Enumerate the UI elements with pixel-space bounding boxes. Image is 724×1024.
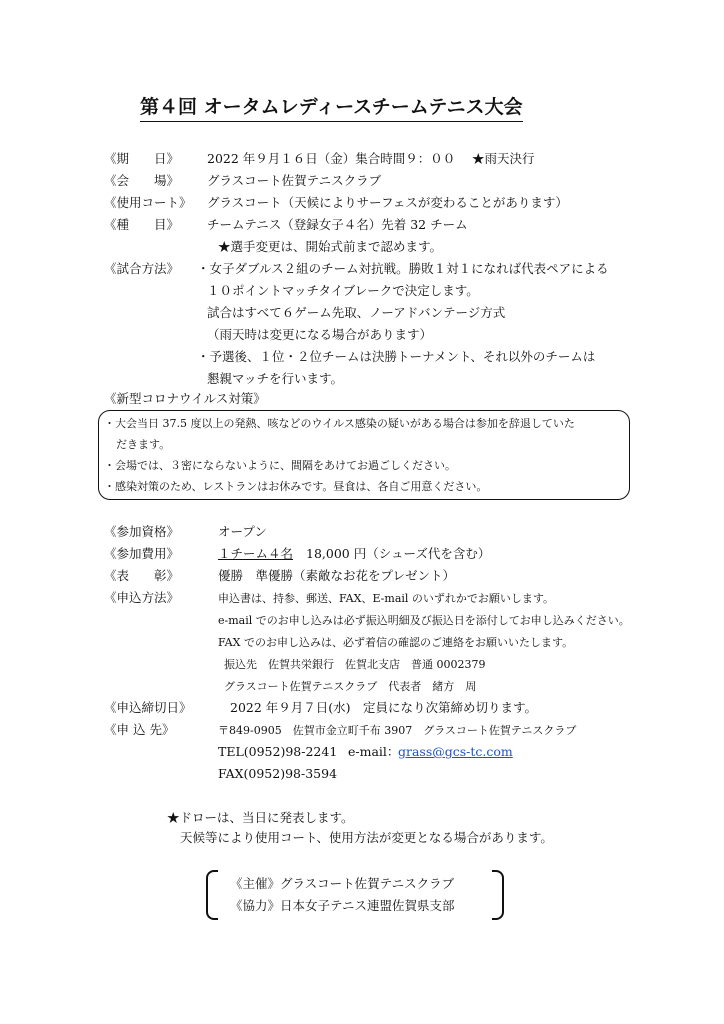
award-label: 《表 彰》 <box>104 568 180 583</box>
draw-note: ★ドローは、当日に発表します。 <box>167 810 354 825</box>
method-line: １０ポイントマッチタイブレークで決定します。 <box>207 283 479 298</box>
account-holder: グラスコート佐賀テニスクラブ 代表者 緒方 周 <box>224 680 477 693</box>
covid-line: ・会場では、３密にならないように、間隔をあけてお過ごしください。 <box>104 459 456 472</box>
method-line: （雨天時は変更になる場合があります） <box>207 327 433 342</box>
qualification-value: オープン <box>218 524 267 539</box>
method-line: 試合はすべて６ゲーム先取、ノーアドバンテージ方式 <box>207 305 506 320</box>
court-value: グラスコート（天候によりサーフェスが変わることがあります） <box>207 195 568 210</box>
page-title: 第４回 オータムレディースチームテニス大会 <box>140 92 523 122</box>
award-value: 優勝 準優勝（素敵なお花をプレゼント） <box>218 568 456 583</box>
rain-note: ★雨天決行 <box>472 151 535 166</box>
fee-team: １チーム４名 <box>218 546 294 561</box>
deadline-label: 《申込締切日》 <box>104 700 192 715</box>
covid-line: ・大会当日 37.5 度以上の発熱、咳などのウイルス感染の疑いがある場合は参加を辞退していた <box>104 417 575 430</box>
venue-label: 《会 場》 <box>104 173 180 188</box>
email-link[interactable]: grass@gcs-tc.com <box>398 744 513 759</box>
date-label: 《期 日》 <box>104 151 180 166</box>
date-value: 2022 年９月１６日（金）集合時間９：００ <box>207 151 456 166</box>
event-value: チームテニス（登録女子４名）先着 32 チーム <box>207 217 468 232</box>
support-organizer: 《協力》日本女子テニス連盟佐賀県支部 <box>230 898 455 913</box>
fee-label: 《参加費用》 <box>104 546 180 561</box>
event-note: ★選手変更は、開始式前まで認めます。 <box>218 239 443 254</box>
qualification-label: 《参加資格》 <box>104 524 180 539</box>
apply-line: e-mail でのお申し込みは必ず振込明細及び振込日を添付してお申し込みください。 <box>218 614 630 627</box>
event-label: 《種 目》 <box>104 217 180 232</box>
court-label: 《使用コート》 <box>104 195 192 210</box>
fee-value: 18,000 円（シューズ代を含む） <box>306 546 491 561</box>
destination-label: 《申 込 先》 <box>104 722 175 737</box>
venue-value: グラスコート佐賀テニスクラブ <box>207 173 382 188</box>
method-line: 懇親マッチを行います。 <box>207 371 344 386</box>
weather-note: 天候等により使用コート、使用方法が変更となる場合があります。 <box>180 830 553 845</box>
apply-line: FAX でのお申し込みは、必ず着信の確認のご連絡をお願いいたします。 <box>218 636 574 649</box>
covid-line: ・感染対策のため、レストランはお休みです。昼食は、各自ご用意ください。 <box>104 480 488 493</box>
apply-line: 申込書は、持参、郵送、FAX、E-mail のいずれかでお願いします。 <box>218 592 555 605</box>
fax-number: FAX(0952)98-3594 <box>218 766 338 781</box>
tel-number: TEL(0952)98-2241 <box>218 744 338 759</box>
apply-label: 《申込方法》 <box>104 590 180 605</box>
left-bracket <box>206 870 218 920</box>
destination-address: 〒849-0905 佐賀市金立町千布 3907 グラスコート佐賀テニスクラブ <box>218 724 577 737</box>
method-label: 《試合方法》 <box>104 261 180 276</box>
host-organizer: 《主催》グラスコート佐賀テニスクラブ <box>230 876 455 891</box>
covid-line: だきます。 <box>116 438 171 451</box>
right-bracket <box>492 870 504 920</box>
email-label: e-mail： <box>348 744 400 759</box>
deadline-value: 2022 年９月７日(水) 定員になり次第締め切ります。 <box>230 700 538 715</box>
covid-heading: 《新型コロナウイルス対策》 <box>104 391 266 406</box>
method-line: ・予選後、１位・２位チームは決勝トーナメント、それ以外のチームは <box>197 349 596 364</box>
bank-account: 振込先 佐賀共栄銀行 佐賀北支店 普通 0002379 <box>224 658 486 671</box>
method-line: ・女子ダブルス２組のチーム対抗戦。勝敗１対１になれば代表ペアによる <box>197 261 609 276</box>
